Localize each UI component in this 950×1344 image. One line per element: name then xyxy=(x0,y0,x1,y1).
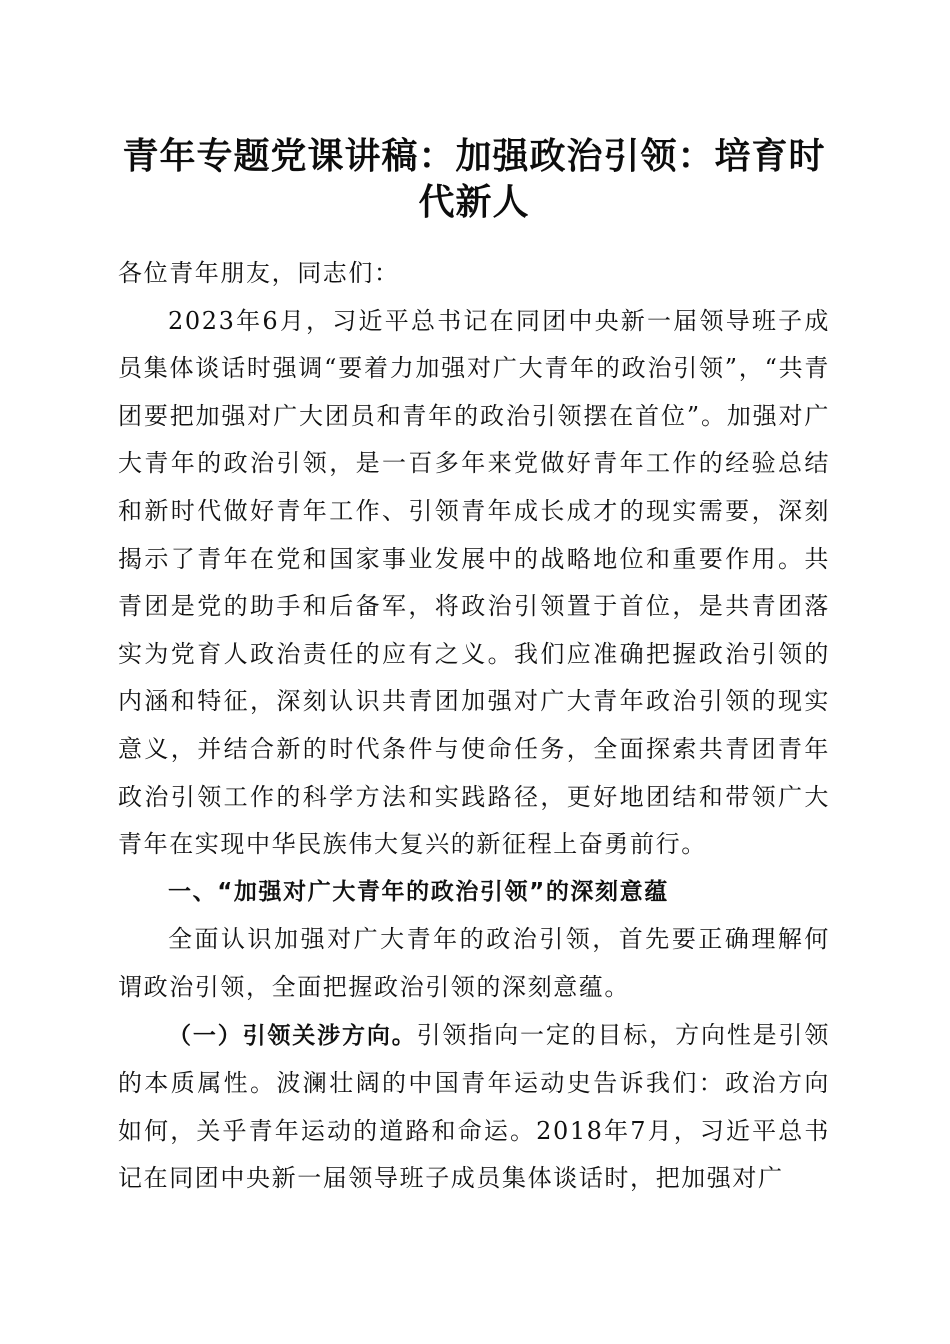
paragraph-subsection-1 xyxy=(118,1012,830,1203)
paragraph-section-1-intro: 全面认识加强对广大青年的政治引领，首先要正确理解何谓政治引领，全面把握政治引领的深刻意蕴。 xyxy=(118,925,830,1001)
subsection-1-text: 引领指向一定的目标，方向性是引领的本质属性。波澜壮阔的中国青年运动史告诉我们：政治方向如何，关乎青年运动的道路和命运。2018年7月，习近平总书记在同团中央新一届领导班子成员集体谈话时，把加强对广 xyxy=(118,1020,830,1193)
document-title: 青年专题党课讲稿：加强政治引领：培育时代新人 xyxy=(122,135,826,223)
document-body xyxy=(118,250,830,1203)
subsection-heading-1: （一）引领关涉方向。 xyxy=(168,1022,417,1049)
section-heading-1: 一、“加强对广大青年的政治引领”的深刻意蕴 xyxy=(168,878,669,905)
salutation: 各位青年朋友，同志们： xyxy=(118,259,400,287)
paragraph-intro: 2023年6月，习近平总书记在同团中央新一届领导班子成员集体谈话时强调“要着力加强对广大青年的政治引领”，“共青团要把加强对广大团员和青年的政治引领摆在首位”。加强对广大青年的政治引领，是一百多年来党做好青年工作的经验总结和新时代做好青年工作、引领青年成长成才的现实需要，深刻揭示了青年在党和国家事业发展中的战略地位和重要作用。共青团是党的助手和后备军，将政治引领置于首位，是共青团落实为党育人政治责任的应有之义。我们应准确把握政治引领的内涵和特征，深刻认识共青团加强对广大青年政治引领的现实意义，并结合新的时代条件与使命任务，全面探索共青团青年政治引领工作的科学方法和实践路径，更好地团结和带领广大青年在实现中华民族伟大复兴的新征程上奋勇前行。 xyxy=(118,306,830,859)
